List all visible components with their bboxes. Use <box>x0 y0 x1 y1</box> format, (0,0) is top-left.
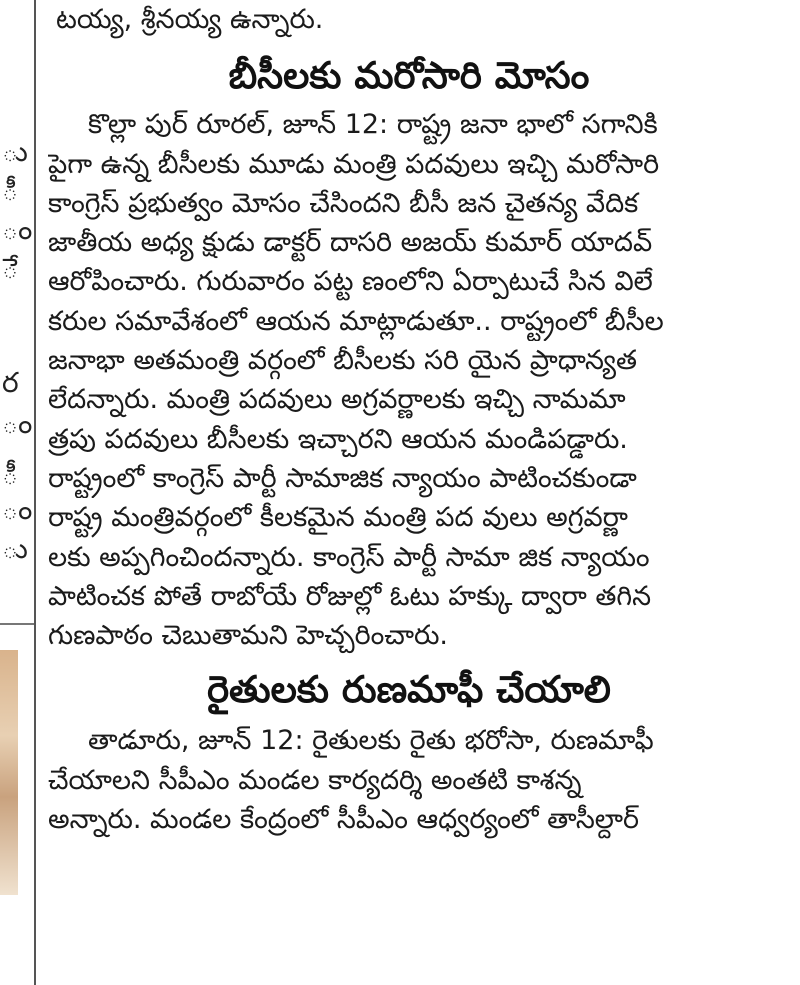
article1-line: జాతీయ అధ్య క్షుడు డాక్టర్ దాసరి అజయ్ కుమార్ యాదవ్ <box>48 227 653 259</box>
article1-body <box>48 105 770 655</box>
adjacent-column-glyph: ం <box>2 213 33 246</box>
article1-line: లకు అప్పగించిందన్నారు. కాంగ్రెస్ పార్టీ సామా జిక న్యాయం <box>48 541 650 573</box>
article1-line: గుణపాఠం చెబుతామని హెచ్చరించారు. <box>48 620 448 652</box>
article1-line: లేదన్నారు. మంత్రి పదవులు అగ్రవర్ణాలకు ఇచ్చి నామమా <box>48 384 626 416</box>
adjacent-column-glyph: ం <box>2 407 33 440</box>
column-rule <box>34 0 36 985</box>
article1-line: కరుల సమావేశంలో ఆయన మాట్లాడుతూ.. రాష్ట్రంలో బీసీల <box>48 305 664 337</box>
adjacent-column-glyph: ు <box>2 532 28 565</box>
article1-line: ఆరోపించారు. గురువారం పట్ట ణంలోని ఏర్పాటుచే సిన విలే <box>48 266 653 298</box>
article1-line: కొల్లా పుర్ రూరల్, జూన్ 12: రాష్ట్ర జనా భాలో సగానికి <box>88 109 658 141</box>
article1-line: త్రపు పదవులు బీసీలకు ఇచ్చారని ఆయన మండిపడ్డారు. <box>48 423 628 455</box>
adjacent-column-glyph: ర <box>2 366 19 399</box>
article2-line: చేయాలని సీపీఎం మండల కార్యదర్శి అంతటి కాశన్న <box>48 764 582 796</box>
article1-line: జనాభా అతమంత్రి వర్గంలో బీసీలకు సరి యైన ప్రాధాన్యత <box>48 345 637 377</box>
article1-line: పాటించక పోతే రాబోయే రోజుల్లో ఓటు హక్కు ద్వారా తగిన <box>48 580 652 612</box>
adjacent-column-glyph: ే <box>2 252 19 285</box>
article-column <box>48 0 770 839</box>
adjacent-column-glyph: ం <box>2 493 33 526</box>
adjacent-column-glyph: ీ <box>2 458 19 491</box>
adjacent-column-divider <box>0 623 34 625</box>
article2-line: అన్నారు. మండల కేంద్రంలో సీపీఎం ఆధ్వర్యంలో తాసీల్దార్ <box>48 804 640 836</box>
article1-line: రాష్ట్ర మంత్రివర్గంలో కీలకమైన మంత్రి పద వులు అగ్రవర్ణా <box>48 502 628 534</box>
article2-body <box>48 721 770 839</box>
continuation-line: టయ్య, శ్రీనయ్య ఉన్నారు. <box>56 4 324 35</box>
article1-line: పైగా ఉన్న బీసీలకు మూడు మంత్రి పదవులు ఇచ్చి మరోసారి <box>48 148 660 180</box>
adjacent-column-photo <box>0 650 18 895</box>
article1-headline: బీసీలకు మరోసారి మోసం <box>228 54 590 98</box>
adjacent-column-glyph: ీ <box>2 174 19 207</box>
article1-line: రాష్ట్రంలో కాంగ్రెస్ పార్టీ సామాజిక న్యాయం పాటించకుండా <box>48 462 637 494</box>
article1-line: కాంగ్రెస్ ప్రభుత్వం మోసం చేసిందని బీసీ జన చైతన్య వేదిక <box>48 187 639 219</box>
article2-line: తాడూరు, జూన్ 12: రైతులకు రైతు భరోసా, రుణమాఫీ <box>88 725 654 757</box>
adjacent-column <box>0 0 34 985</box>
adjacent-column-glyph: ు <box>2 135 28 168</box>
article2-headline: రైతులకు రుణమాఫీ చేయాలి <box>207 668 611 712</box>
